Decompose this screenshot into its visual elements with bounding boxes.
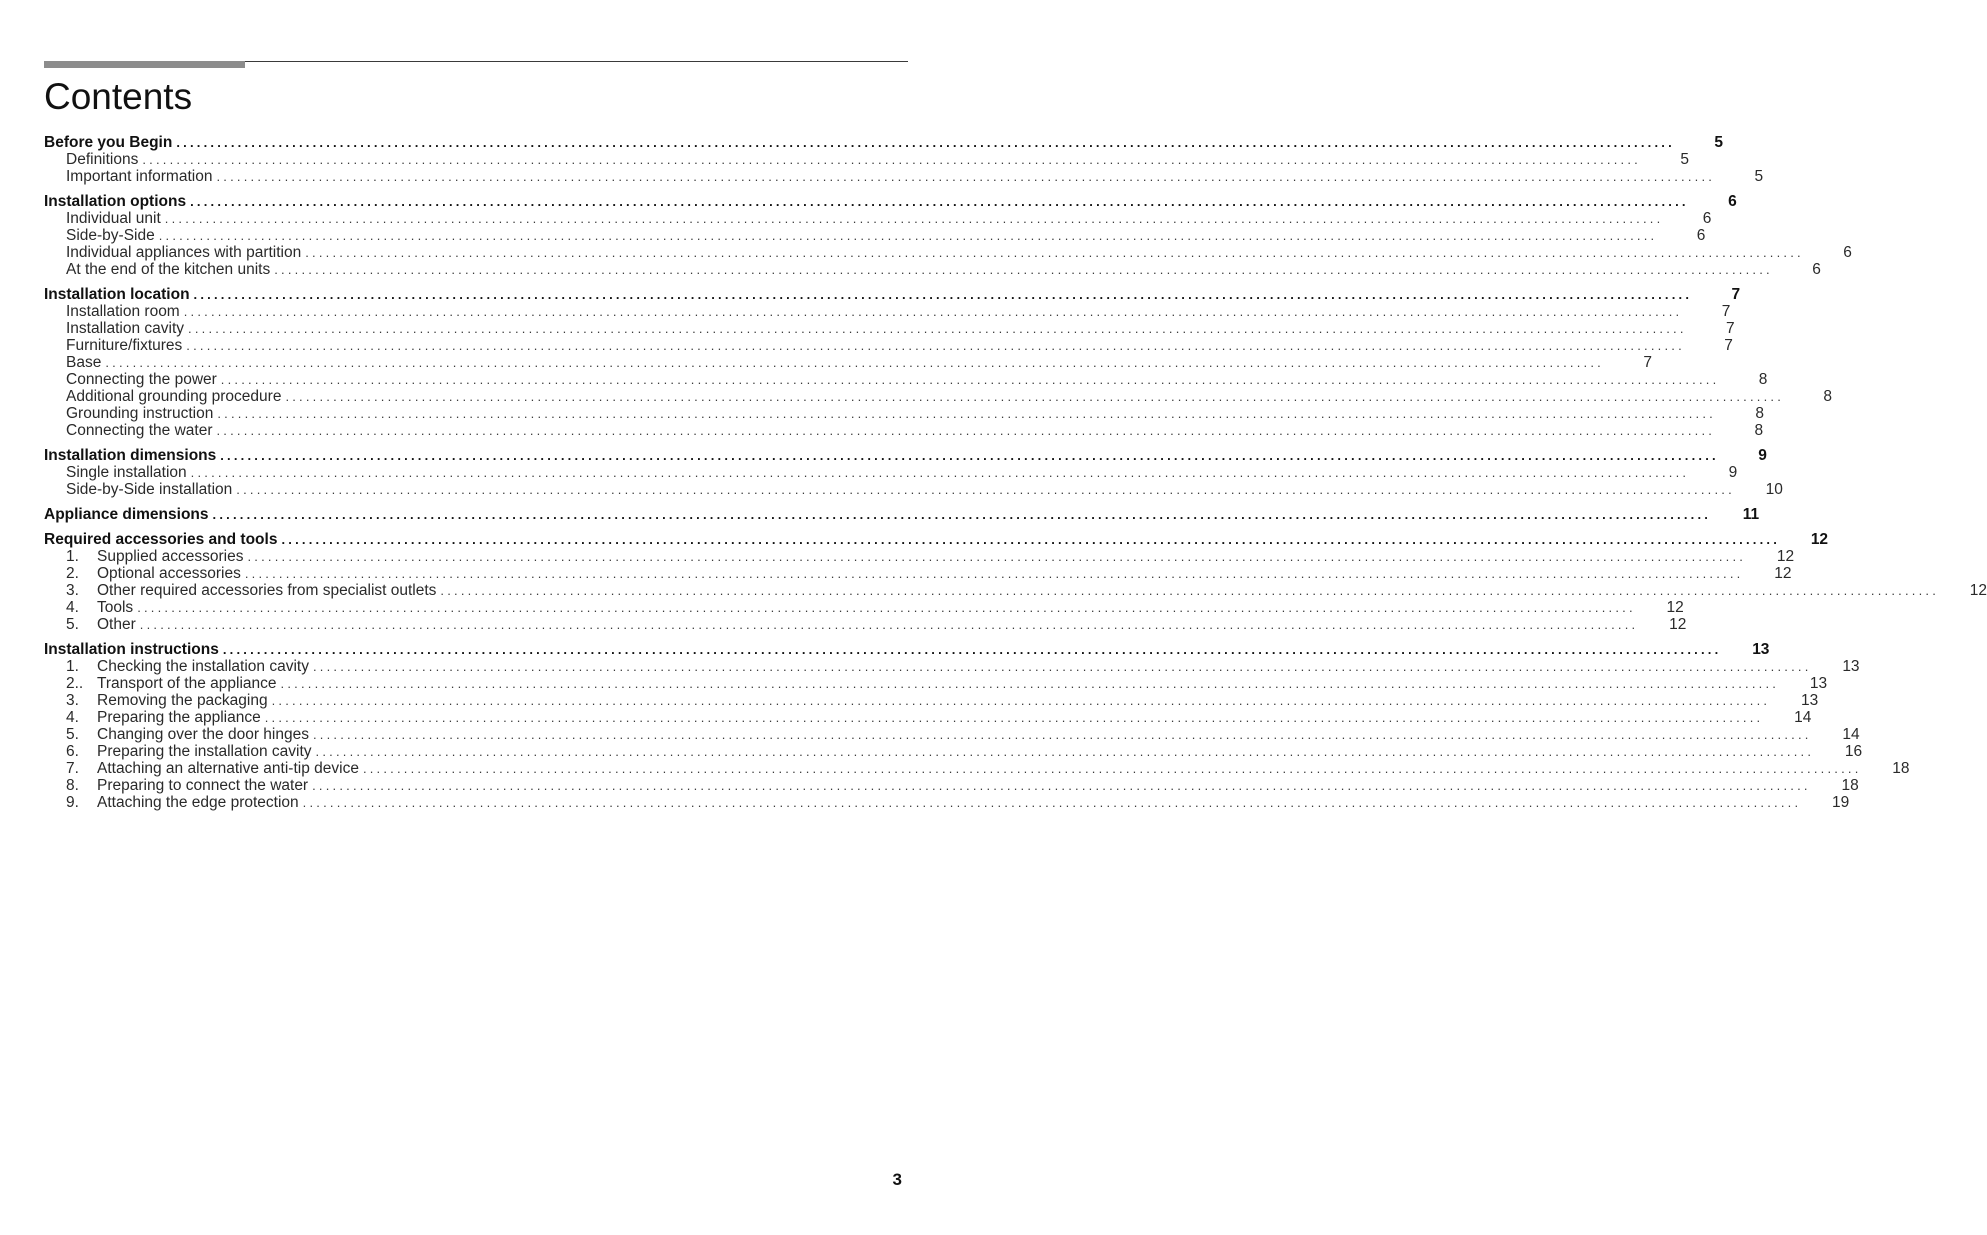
toc-item-label: Installation cavity <box>66 320 185 337</box>
toc-item-label: Grounding instruction <box>66 405 214 422</box>
dot-leader: ............................................................................................................................................................................................................................ <box>220 448 1719 463</box>
toc-item[interactable] <box>44 548 1795 565</box>
toc-heading-label: Installation dimensions <box>44 447 217 464</box>
toc-item[interactable] <box>44 337 1733 354</box>
toc-heading-page: 6 <box>1728 193 1737 210</box>
toc-item-number: 9. <box>66 794 79 811</box>
toc-item-label: Side-by-Side <box>66 227 155 244</box>
toc-item-page: 13 <box>1842 658 1860 675</box>
toc-item-label: Preparing the installation cavity <box>97 743 312 760</box>
toc-item[interactable] <box>44 422 1764 439</box>
dot-leader: ............................................................................................................................................................................................................................ <box>285 389 1785 404</box>
dot-leader: ............................................................................................................................................................................................................................ <box>236 482 1735 497</box>
toc-item-label: Changing over the door hinges <box>97 726 309 743</box>
dot-leader: ............................................................................................................................................................................................................................ <box>302 795 1802 810</box>
toc-item[interactable] <box>44 777 1859 794</box>
toc-section <box>44 506 1760 523</box>
toc-item-page: 14 <box>1842 726 1860 743</box>
toc-heading-page: 5 <box>1714 134 1723 151</box>
dot-leader: ............................................................................................................................................................................................................................ <box>312 659 1812 674</box>
toc-item[interactable] <box>44 599 1684 616</box>
toc-item-label: Optional accessories <box>97 565 241 582</box>
toc-item-page: 8 <box>1758 371 1768 388</box>
toc-item-label: Tools <box>97 599 134 616</box>
dot-leader: ............................................................................................................................................................................................................................ <box>315 744 1815 759</box>
toc-item-label: Attaching an alternative anti-tip device <box>97 760 359 777</box>
toc-item-label: Single installation <box>66 464 187 481</box>
dot-leader: ............................................................................................................................................................................................................................ <box>158 228 1658 243</box>
toc-item-page: 19 <box>1832 794 1850 811</box>
toc-item-label: Preparing the appliance <box>97 709 261 726</box>
toc-item[interactable] <box>44 692 1819 709</box>
toc-item[interactable] <box>44 616 1687 633</box>
toc-heading-page: 13 <box>1752 641 1770 658</box>
toc-item[interactable] <box>44 261 1821 278</box>
toc-item[interactable] <box>44 726 1860 743</box>
dot-leader: ............................................................................................................................................................................................................................ <box>220 372 1720 387</box>
toc-item[interactable] <box>44 405 1764 422</box>
toc-item-page: 8 <box>1754 422 1764 439</box>
toc-heading[interactable] <box>44 641 1770 658</box>
toc-item-page: 8 <box>1823 388 1833 405</box>
toc-item-label: At the end of the kitchen units <box>66 261 271 278</box>
toc-item-page: 5 <box>1680 151 1689 168</box>
toc-heading[interactable] <box>44 506 1760 523</box>
toc-item-number: 2.. <box>66 675 84 692</box>
toc-item-page: 7 <box>1724 337 1733 354</box>
toc-section <box>44 447 1783 498</box>
toc-item-number: 1. <box>66 658 79 675</box>
toc-item-label: Transport of the appliance <box>97 675 277 692</box>
toc-section <box>44 134 1764 185</box>
toc-item-page: 13 <box>1809 675 1828 692</box>
toc-heading-label: Installation options <box>44 193 187 210</box>
toc-item-label: Side-by-Side installation <box>66 481 233 498</box>
toc-item-page: 6 <box>1843 244 1852 261</box>
toc-section <box>44 531 1987 633</box>
toc-item[interactable] <box>44 210 1712 227</box>
toc-section <box>44 286 1833 439</box>
toc-item[interactable] <box>44 709 1812 726</box>
toc-item-page: 18 <box>1892 760 1910 777</box>
toc-item-number: 4. <box>66 599 79 616</box>
toc-item-label: Other <box>97 616 136 633</box>
toc-item-page: 7 <box>1726 320 1735 337</box>
toc-item[interactable] <box>44 227 1706 244</box>
toc-item-label: Furniture/fixtures <box>66 337 183 354</box>
toc-item-label: Checking the installation cavity <box>97 658 309 675</box>
dot-leader: ............................................................................................................................................................................................................................ <box>164 211 1664 226</box>
dot-leader: ............................................................................................................................................................................................................................ <box>244 566 1744 581</box>
dot-leader: ............................................................................................................................................................................................................................ <box>183 304 1683 319</box>
dot-leader: ............................................................................................................................................................................................................................ <box>362 761 1862 776</box>
toc-heading[interactable] <box>44 134 1723 151</box>
toc-item-label: Other required accessories from specialist outlets <box>97 582 437 599</box>
toc-item-number: 6. <box>66 743 79 760</box>
page-title: Contents <box>44 76 193 117</box>
toc-item[interactable] <box>44 354 1652 371</box>
toc-item-label: Individual unit <box>66 210 161 227</box>
toc-item-page: 7 <box>1643 354 1652 371</box>
toc-item-number: 3. <box>66 692 79 709</box>
toc-item[interactable] <box>44 481 1783 498</box>
dot-leader: ............................................................................................................................................................................................................................ <box>281 532 1781 547</box>
toc-item-number: 5. <box>66 726 79 743</box>
toc-item-label: Connecting the water <box>66 422 213 439</box>
toc-item-page: 12 <box>1666 599 1684 616</box>
dot-leader: ............................................................................................................................................................................................................................ <box>216 169 1716 184</box>
toc-item-page: 5 <box>1754 168 1764 185</box>
toc-item[interactable] <box>44 303 1731 320</box>
dot-leader: ............................................................................................................................................................................................................................ <box>274 262 1773 277</box>
dot-leader: ............................................................................................................................................................................................................................ <box>139 617 1639 632</box>
toc-heading-label: Installation location <box>44 286 190 303</box>
toc-item[interactable] <box>44 675 1828 692</box>
dot-leader: ............................................................................................................................................................................................................................ <box>222 642 1722 657</box>
toc-item-number: 8. <box>66 777 79 794</box>
toc-item-label: Additional grounding procedure <box>66 388 282 405</box>
toc-item[interactable] <box>44 743 1863 760</box>
toc-item-page: 8 <box>1755 405 1764 422</box>
toc-heading-label: Before you Begin <box>44 134 173 151</box>
toc-item-number: 3. <box>66 582 79 599</box>
toc-item-label: Connecting the power <box>66 371 217 388</box>
dot-leader: ............................................................................................................................................................................................................................ <box>105 355 1604 370</box>
dot-leader: ............................................................................................................................................................................................................................ <box>217 406 1716 421</box>
toc-heading-page: 7 <box>1731 286 1741 303</box>
toc-item[interactable] <box>44 582 1987 599</box>
dot-leader: ............................................................................................................................................................................................................................ <box>186 338 1685 353</box>
table-of-contents <box>44 134 1987 819</box>
dot-leader: ............................................................................................................................................................................................................................ <box>193 287 1693 302</box>
toc-item[interactable] <box>44 168 1764 185</box>
toc-item-number: 4. <box>66 709 79 726</box>
toc-item-label: Individual appliances with partition <box>66 244 302 261</box>
toc-heading[interactable] <box>44 447 1767 464</box>
dot-leader: ............................................................................................................................................................................................................................ <box>271 693 1771 708</box>
toc-item-page: 12 <box>1776 548 1795 565</box>
toc-item[interactable] <box>44 371 1768 388</box>
toc-item-page: 18 <box>1841 777 1859 794</box>
toc-heading-page: 11 <box>1742 506 1760 523</box>
toc-item-page: 12 <box>1774 565 1792 582</box>
toc-item[interactable] <box>44 760 1910 777</box>
toc-heading-label: Appliance dimensions <box>44 506 209 523</box>
toc-item[interactable] <box>44 388 1833 405</box>
dot-leader: ............................................................................................................................................................................................................................ <box>212 507 1712 522</box>
toc-item-label: Base <box>66 354 102 371</box>
toc-heading-page: 9 <box>1758 447 1767 464</box>
toc-item[interactable] <box>44 244 1852 261</box>
header-accent-bar <box>44 61 245 68</box>
dot-leader: ............................................................................................................................................................................................................................ <box>305 245 1804 260</box>
toc-heading-label: Required accessories and tools <box>44 531 278 548</box>
toc-item[interactable] <box>44 151 1689 168</box>
toc-item-number: 2. <box>66 565 79 582</box>
toc-item[interactable] <box>44 464 1738 481</box>
dot-leader: ............................................................................................................................................................................................................................ <box>440 583 1940 598</box>
page-number: 3 <box>892 1170 902 1189</box>
dot-leader: ............................................................................................................................................................................................................................ <box>264 710 1764 725</box>
toc-heading[interactable] <box>44 286 1741 303</box>
toc-item-page: 6 <box>1696 227 1706 244</box>
dot-leader: ............................................................................................................................................................................................................................ <box>188 321 1687 336</box>
toc-item-label: Attaching the edge protection <box>97 794 299 811</box>
dot-leader: ............................................................................................................................................................................................................................ <box>312 727 1812 742</box>
dot-leader: ............................................................................................................................................................................................................................ <box>280 676 1780 691</box>
toc-item-label: Installation room <box>66 303 180 320</box>
toc-item-page: 6 <box>1702 210 1712 227</box>
dot-leader: ............................................................................................................................................................................................................................ <box>137 600 1636 615</box>
toc-heading-label: Installation instructions <box>44 641 219 658</box>
toc-item-page: 14 <box>1794 709 1812 726</box>
toc-heading[interactable] <box>44 193 1737 210</box>
toc-item[interactable] <box>44 658 1860 675</box>
dot-leader: ............................................................................................................................................................................................................................ <box>176 135 1675 150</box>
dot-leader: ............................................................................................................................................................................................................................ <box>142 152 1641 167</box>
toc-heading[interactable] <box>44 531 1829 548</box>
toc-item-page: 12 <box>1669 616 1687 633</box>
toc-item-page: 9 <box>1728 464 1738 481</box>
toc-item-number: 1. <box>66 548 79 565</box>
toc-item-number: 7. <box>66 760 79 777</box>
toc-item-label: Removing the packaging <box>97 692 268 709</box>
dot-leader: ............................................................................................................................................................................................................................ <box>190 465 1690 480</box>
toc-section <box>44 193 1852 278</box>
toc-item-label: Preparing to connect the water <box>97 777 309 794</box>
dot-leader: ............................................................................................................................................................................................................................ <box>247 549 1747 564</box>
toc-item-page: 10 <box>1765 481 1783 498</box>
dot-leader: ............................................................................................................................................................................................................................ <box>216 423 1716 438</box>
dot-leader: ............................................................................................................................................................................................................................ <box>190 194 1689 209</box>
toc-item-label: Definitions <box>66 151 139 168</box>
toc-section <box>44 641 1910 811</box>
toc-item-page: 12 <box>1969 582 1987 599</box>
toc-item[interactable] <box>44 565 1792 582</box>
toc-heading-page: 12 <box>1810 531 1829 548</box>
toc-item-page: 6 <box>1812 261 1821 278</box>
toc-item[interactable] <box>44 320 1735 337</box>
toc-item-label: Supplied accessories <box>97 548 244 565</box>
toc-item-page: 16 <box>1844 743 1863 760</box>
toc-item-page: 13 <box>1800 692 1819 709</box>
toc-item-page: 7 <box>1721 303 1731 320</box>
toc-item-label: Important information <box>66 168 213 185</box>
toc-item-number: 5. <box>66 616 79 633</box>
toc-item[interactable] <box>44 794 1850 811</box>
dot-leader: ............................................................................................................................................................................................................................ <box>312 778 1811 793</box>
